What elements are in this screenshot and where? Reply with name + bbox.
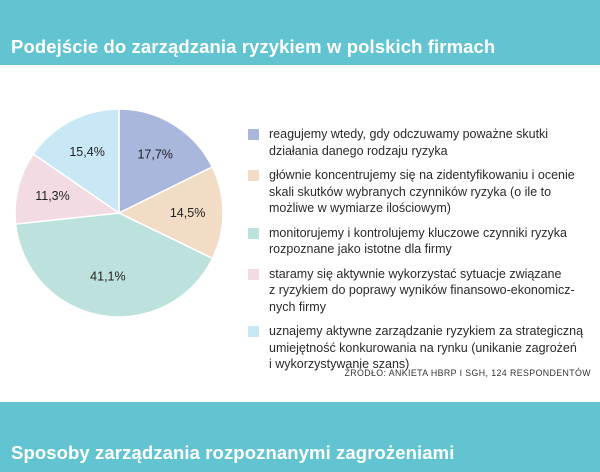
section-title: Sposoby zarządzania rozpoznanymi zagrożeniami [11,442,455,463]
slice-label-4: 11,3% [35,189,70,204]
legend-label-line: staramy się aktywnie wykorzystać sytuacje związane [269,266,562,281]
chart-legend [248,126,593,381]
legend-label-line: i wykorzystywanie szans) [269,357,410,371]
legend-label-line: monitorujemy i kontrolujemy kluczowe czynniki ryzyka [269,225,568,240]
source-note: ŹRÓDŁO: ANKIETA HBRP I SGH, 124 RESPONDENTÓW [344,368,591,378]
legend-item-4 [248,266,593,316]
legend-item-1 [248,126,593,159]
legend-swatch-5 [248,326,259,337]
legend-label-line: umiejętność konkurowania na rynku (unikanie zagrożeń [269,340,577,355]
slice-label-1: 17,7% [137,147,173,162]
slice-label-3: 41,1% [90,269,126,284]
header-bar [0,0,600,65]
legend-label-line: reagujemy wtedy, gdy odczuwamy poważne skutki [269,127,549,141]
legend-label-line: głównie koncentrujemy się na zidentyfikowaniu i ocenie [269,168,575,182]
pie-chart [0,65,245,325]
slice-label-2: 14,5% [169,205,206,220]
legend-swatch-3 [248,228,259,239]
legend-item-2 [248,167,593,217]
legend-swatch-1 [248,129,259,140]
legend-swatch-4 [248,269,259,280]
legend-label-line: działania danego rodzaju ryzyka [269,143,448,158]
chart-title: Podejście do zarządzania ryzykiem w polskich firmach [11,36,496,57]
footer-bar [0,402,600,472]
legend-swatch-2 [248,170,259,181]
slice-label-5: 15,4% [69,145,105,160]
legend-label-line: możliwe w wymiarze ilościowym) [269,201,451,215]
legend-label-line: skali skutków wybranych czynników ryzyka (o ile to [269,184,552,199]
legend-label-line: z ryzykiem do poprawy wyników finansowo-ekonomicz- [269,283,575,297]
legend-item-5 [248,323,593,373]
legend-label-line: rozpoznane jako istotne dla firmy [269,242,452,256]
legend-label-line: nych firmy [269,299,326,314]
legend-item-3 [248,225,593,258]
legend-label-line: uznajemy aktywne zarządzanie ryzykiem za strategiczną [269,324,584,338]
